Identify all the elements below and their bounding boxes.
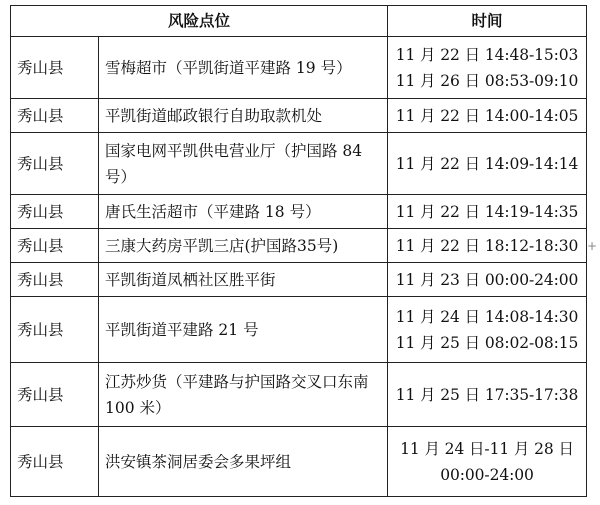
county-cell: 秀山县 [11, 37, 99, 99]
time-line: 11 月 25 日 08:02-08:15 [395, 333, 579, 352]
table-row [11, 99, 587, 133]
plus-icon[interactable]: + [586, 239, 598, 253]
location-cell: 国家电网平凯供电营业厅（护国路 84 号） [99, 133, 388, 195]
county-cell: 秀山县 [11, 297, 99, 363]
table-row [11, 195, 587, 229]
table-row [11, 363, 587, 427]
table-header-row [11, 6, 587, 37]
county-cell: 秀山县 [11, 195, 99, 229]
location-cell: 平凯街道凤栖社区胜平街 [99, 263, 388, 297]
table-row [11, 229, 587, 263]
time-cell [388, 37, 587, 99]
table-row [11, 37, 587, 99]
county-cell: 秀山县 [11, 133, 99, 195]
location-cell: 雪梅超市（平凯街道平建路 19 号） [99, 37, 388, 99]
time-line: 11 月 24 日-11 月 28 日 [400, 439, 574, 458]
time-line: 11 月 22 日 14:19-14:35 [395, 202, 579, 221]
time-line: 11 月 22 日 18:12-18:30 [395, 236, 579, 255]
table-row [11, 427, 587, 497]
time-line: 11 月 22 日 14:09-14:14 [395, 154, 579, 173]
location-cell: 江苏炒货（平建路与护国路交叉口东南 100 米） [99, 363, 388, 427]
time-line: 00:00-24:00 [440, 465, 534, 484]
risk-table-container [10, 5, 587, 497]
time-cell [388, 297, 587, 363]
time-line: 11 月 24 日 14:08-14:30 [395, 307, 579, 326]
location-cell: 平凯街道平建路 21 号 [99, 297, 388, 363]
county-cell: 秀山县 [11, 263, 99, 297]
time-cell [388, 99, 587, 133]
county-cell: 秀山县 [11, 99, 99, 133]
location-cell: 洪安镇茶洞居委会多果坪组 [99, 427, 388, 497]
time-line: 11 月 25 日 17:35-17:38 [395, 385, 579, 404]
county-cell: 秀山县 [11, 427, 99, 497]
county-cell: 秀山县 [11, 363, 99, 427]
time-cell [388, 363, 587, 427]
risk-locations-table [10, 5, 587, 497]
time-cell [388, 263, 587, 297]
time-line: 11 月 22 日 14:48-15:03 [395, 45, 579, 64]
location-cell: 三康大药房平凯三店(护国路35号) [99, 229, 388, 263]
time-line: 11 月 26 日 08:53-09:10 [395, 71, 579, 90]
time-cell [388, 229, 587, 263]
table-row [11, 297, 587, 363]
time-cell [388, 427, 587, 497]
time-line: 11 月 22 日 14:00-14:05 [395, 106, 579, 125]
location-cell: 平凯街道邮政银行自助取款机处 [99, 99, 388, 133]
time-cell [388, 133, 587, 195]
time-cell [388, 195, 587, 229]
header-time: 时间 [388, 6, 587, 37]
table-row [11, 133, 587, 195]
header-location: 风险点位 [11, 6, 388, 37]
county-cell: 秀山县 [11, 229, 99, 263]
location-cell: 唐氏生活超市（平建路 18 号） [99, 195, 388, 229]
time-line: 11 月 23 日 00:00-24:00 [395, 270, 579, 289]
table-row [11, 263, 587, 297]
